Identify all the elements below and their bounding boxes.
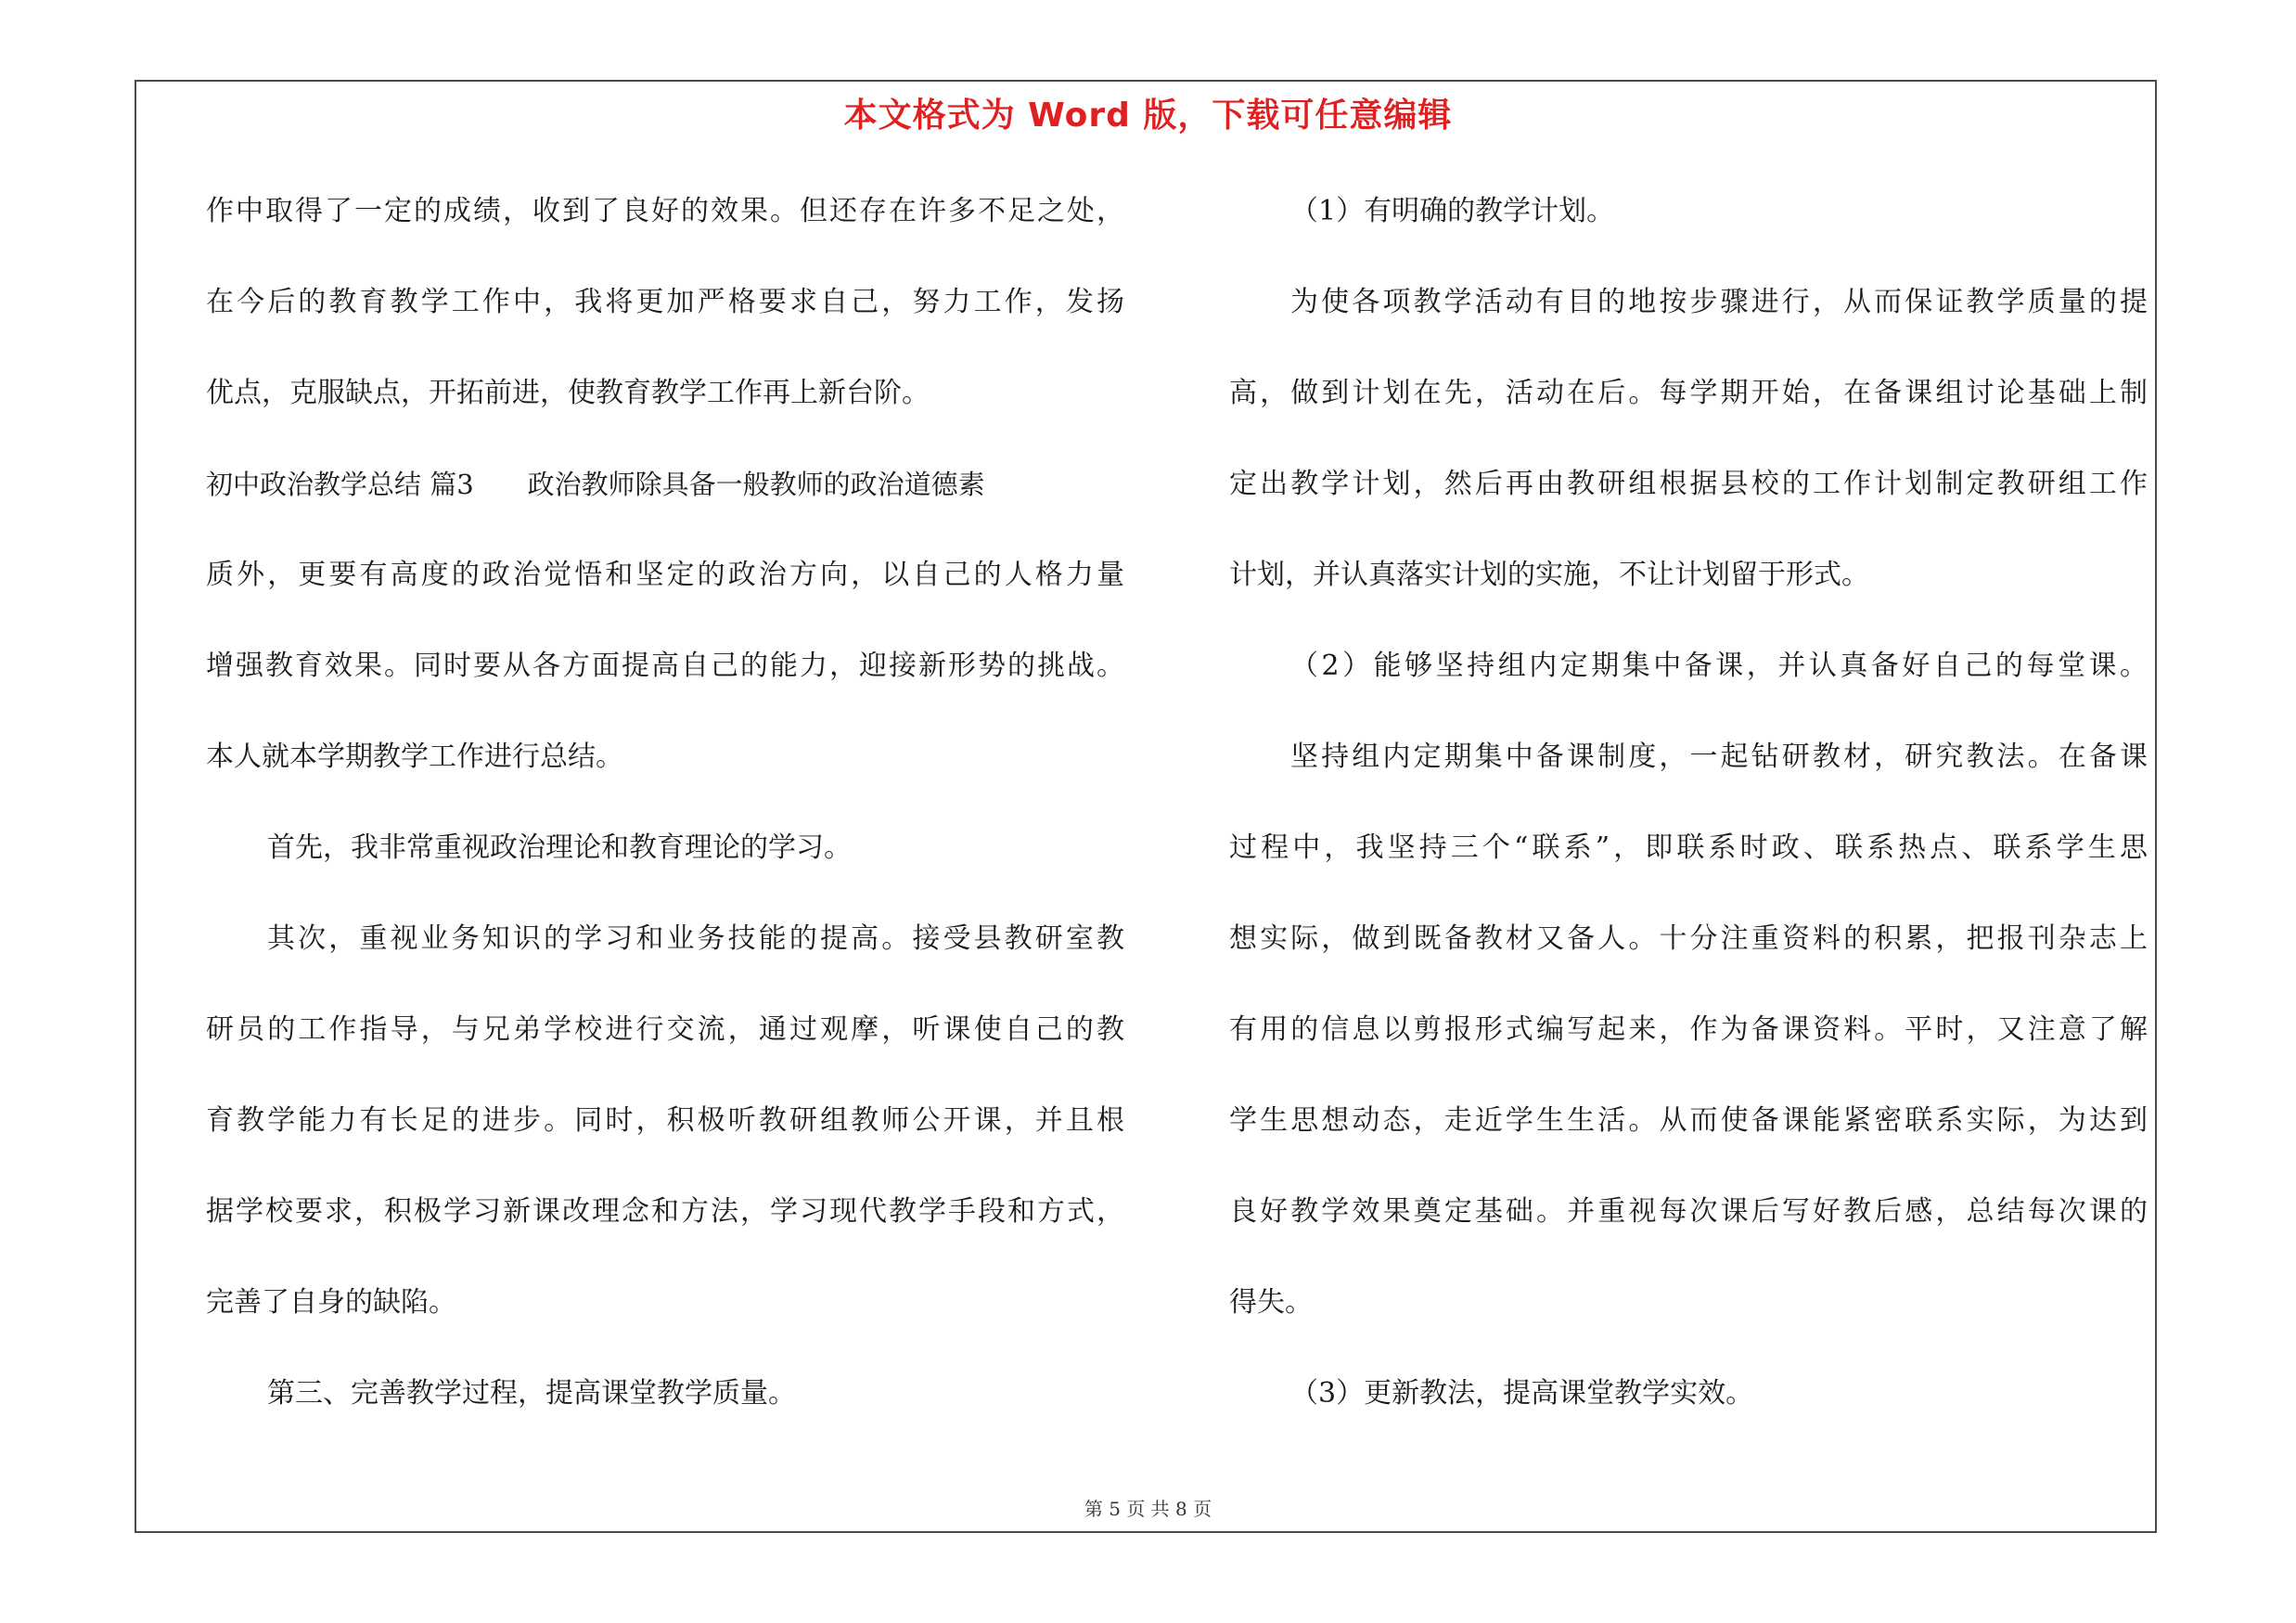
text-line: 本人就本学期教学工作进行总结。 bbox=[206, 741, 623, 773]
text-line: 研员的工作指导，与兄弟学校进行交流，通过观摩，听课使自己的教 bbox=[206, 1013, 1124, 1046]
text-line: 质外，更要有高度的政治觉悟和坚定的政治方向，以自己的人格力量 bbox=[206, 559, 1124, 591]
text-line: （3）更新教法，提高课堂教学实效。 bbox=[1290, 1377, 1754, 1410]
text-line: 第三、完善教学过程，提高课堂教学质量。 bbox=[267, 1377, 796, 1410]
text-line: 得失。 bbox=[1229, 1286, 1313, 1319]
text-line: （1）有明确的教学计划。 bbox=[1290, 195, 1615, 227]
text-line: 良好教学效果奠定基础。并重视每次课后写好教后感，总结每次课的 bbox=[1229, 1195, 2148, 1228]
page-number-footer: 第 5 页 共 8 页 bbox=[1084, 1498, 1212, 1520]
text-line: 想实际，做到既备教材又备人。十分注重资料的积累，把报刊杂志上 bbox=[1229, 922, 2148, 955]
text-line: 作中取得了一定的成绩，收到了良好的效果。但还存在许多不足之处， bbox=[206, 195, 1124, 227]
text-line: 在今后的教育教学工作中，我将更加严格要求自己，努力工作，发扬 bbox=[206, 286, 1124, 318]
text-line: 为使各项教学活动有目的地按步骤进行，从而保证教学质量的提 bbox=[1290, 286, 2148, 318]
text-line: 学生思想动态，走近学生生活。从而使备课能紧密联系实际，为达到 bbox=[1229, 1104, 2148, 1137]
format-banner: 本文格式为 Word 版，下载可任意编辑 bbox=[843, 97, 1453, 135]
text-line: 首先，我非常重视政治理论和教育理论的学习。 bbox=[267, 831, 852, 864]
text-line: 完善了自身的缺陷。 bbox=[206, 1286, 456, 1319]
text-line: 据学校要求，积极学习新课改理念和方法，学习现代教学手段和方式， bbox=[206, 1195, 1124, 1228]
left-text-column bbox=[206, 186, 1124, 1459]
right-text-column bbox=[1229, 186, 2148, 1459]
section-heading-line: 初中政治教学总结 篇3 政治教师除具备一般教师的政治道德素 bbox=[206, 469, 985, 500]
text-line: 定出教学计划，然后再由教研组根据县校的工作计划制定教研组工作 bbox=[1229, 468, 2148, 500]
text-line: 有用的信息以剪报形式编写起来，作为备课资料。平时，又注意了解 bbox=[1229, 1013, 2148, 1046]
text-line: 其次，重视业务知识的学习和业务技能的提高。接受县教研室教 bbox=[267, 922, 1124, 955]
text-line: 优点，克服缺点，开拓前进，使教育教学工作再上新台阶。 bbox=[206, 377, 930, 409]
text-line: （2）能够坚持组内定期集中备课，并认真备好自己的每堂课。 bbox=[1290, 650, 2148, 682]
text-line: 过程中，我坚持三个“联系”，即联系时政、联系热点、联系学生思 bbox=[1229, 831, 2148, 864]
text-line: 增强教育效果。同时要从各方面提高自己的能力，迎接新形势的挑战。 bbox=[206, 650, 1124, 682]
text-line: 育教学能力有长足的进步。同时，积极听教研组教师公开课，并且根 bbox=[206, 1104, 1124, 1137]
text-line: 计划，并认真落实计划的实施，不让计划留于形式。 bbox=[1229, 559, 1869, 591]
text-line: 高，做到计划在先，活动在后。每学期开始，在备课组讨论基础上制 bbox=[1229, 377, 2148, 409]
text-line: 坚持组内定期集中备课制度，一起钻研教材，研究教法。在备课 bbox=[1290, 741, 2148, 773]
